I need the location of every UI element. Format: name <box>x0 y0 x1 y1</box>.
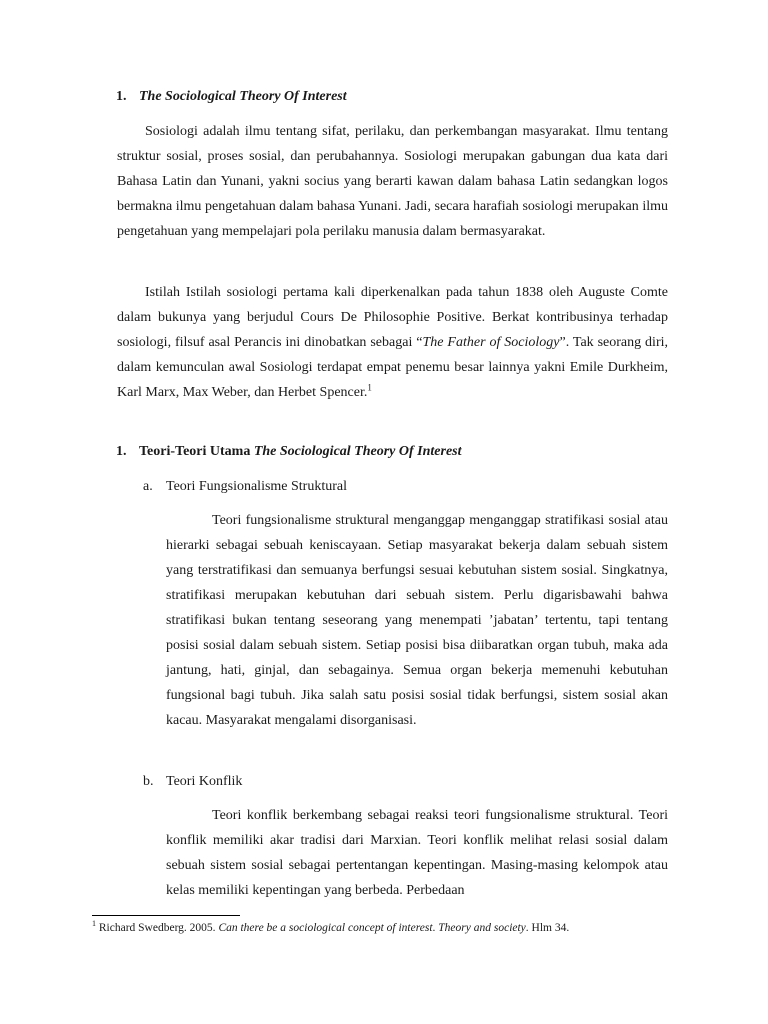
footnote-reference[interactable]: 1 <box>367 382 372 393</box>
footnote-separator <box>92 915 240 916</box>
subsection-title: Teori Konflik <box>166 774 243 789</box>
subsection-label: a. <box>143 479 153 494</box>
paragraph-sosiologi-definition: Sosiologi adalah ilmu tentang sifat, perilaku, dan perkembangan masyarakat. Ilmu tentang struktur sosial, proses sosial, dan perubahannya. Sosiologi merupakan gabungan dua kata dari Bahasa Latin dan Yunani, yakni socius yang berarti kawan dalam bahasa Latin sedangkan logos bermakna ilmu pengetahuan dalam bahasa Yunani. Jadi, secara harafiah sosiologi merupakan ilmu pengetahuan yang mempelajari pola perilaku manusia dalam bermasyarakat. <box>117 124 668 239</box>
subsection-title: Teori Fungsionalisme Struktural <box>166 479 348 494</box>
quoted-title: The Father of Sociology <box>422 335 560 350</box>
section-number: 1. <box>116 89 127 104</box>
section-heading-2 <box>116 443 462 461</box>
footnote-pages: . Hlm 34. <box>525 922 570 934</box>
subsection-heading-b <box>143 773 242 791</box>
section-title-plain: Teori-Teori Utama <box>139 444 254 459</box>
footnote-separator-text: . <box>432 922 439 934</box>
section-title-italic: The Sociological Theory Of Interest <box>253 444 462 459</box>
paragraph-sosiologi-history <box>117 280 668 405</box>
footnote-article-title: Can there be a sociological concept of interest <box>218 922 433 934</box>
section-heading-1 <box>116 88 347 106</box>
footnote-journal: Theory and society <box>438 922 526 934</box>
paragraph-text: Istilah Istilah sosiologi pertama kali diperkenalkan pada tahun 1838 oleh Auguste Comte dalam bukunya yang berjudul Cours De Philosophie Positive. Berkat kontribusinya terhadap sosiologi, filsuf asal Perancis ini dinobatkan sebagai “ <box>117 285 668 350</box>
section-number: 1. <box>116 444 127 459</box>
footnote <box>92 920 569 936</box>
paragraph-fungsionalisme: Teori fungsionalisme struktural menganggap menganggap stratifikasi sosial atau hierarki sebagai sebuah keniscayaan. Setiap masyarakat bekerja dalam sebuah sistem yang terstratifikasi dan semuanya berfungsi sesuai kebutuhan sistem sosial. Singkatnya, stratifikasi merupakan kebutuhan dari sebuah sistem. Perlu digarisbawahi bahwa stratifikasi bukan tentang seseorang yang menempati ’jabatan’ tertentu, tapi tentang posisi sosial dalam sebuah sistem. Setiap posisi bisa diibaratkan organ tubuh, maka ada jantung, hati, ginjal, dan sebagainya. Semua organ bekerja memenuhi kebutuhan fungsional bagi tubuh. Jika salah satu posisi sosial tidak berfungsi, sistem sosial akan kacau. Masyarakat mengalami disorganisasi. <box>166 513 668 728</box>
subsection-label: b. <box>143 774 154 789</box>
subsection-heading-a <box>143 478 347 496</box>
section-title: The Sociological Theory Of Interest <box>139 89 347 104</box>
footnote-mark: 1 <box>92 919 96 929</box>
paragraph-text: ”. Tak seorang diri, dalam kemunculan awal Sosiologi terdapat empat penemu besar lainnya yakni Emile Durkheim, Karl Marx, Max Weber, dan Herbet Spencer. <box>117 335 668 400</box>
footnote-author: Richard Swedberg. 2005. <box>96 922 219 934</box>
paragraph-konflik: Teori konflik berkembang sebagai reaksi teori fungsionalisme struktural. Teori konflik memiliki akar tradisi dari Marxian. Teori konflik melihat relasi sosial dalam sebuah sistem sosial sebagai pertentangan kepentingan. Masing-masing kelompok atau kelas memiliki kepentingan yang berbeda. Perbedaan <box>166 808 668 898</box>
